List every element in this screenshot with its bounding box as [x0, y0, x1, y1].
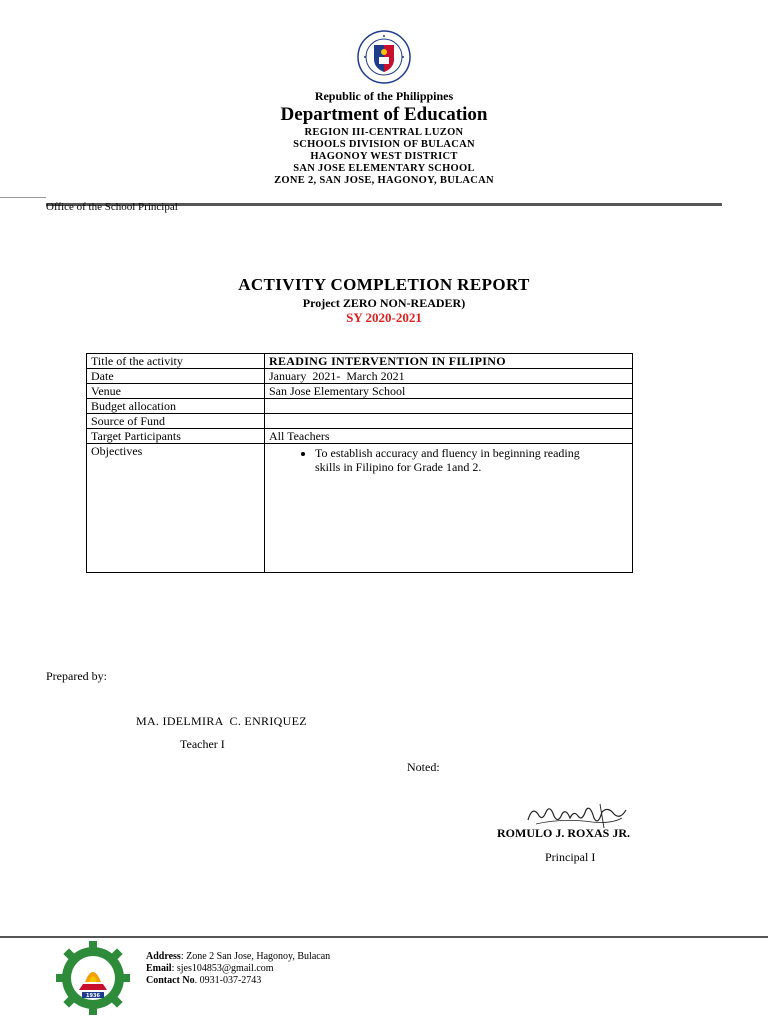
address-line-school: SAN JOSE ELEMENTARY SCHOOL [293, 163, 475, 174]
footer-email [146, 963, 330, 975]
logo-year: 1936 [86, 993, 100, 999]
principal-name: ROMULO J. ROXAS JR. [497, 826, 631, 840]
header-rule-short [0, 197, 46, 198]
address-block [0, 127, 768, 187]
row-label-objectives: Objectives [87, 444, 265, 573]
table-row [87, 384, 633, 399]
row-label-fund: Source of Fund [87, 414, 265, 429]
school-year: SY 2020-2021 [346, 310, 422, 325]
email-label: Email [146, 963, 172, 974]
footer-rule [0, 936, 768, 938]
objectives-list [269, 446, 628, 474]
row-value-participants: All Teachers [265, 429, 633, 444]
row-value-fund [265, 414, 633, 429]
activity-info-table [86, 353, 633, 573]
address-line-district: HAGONOY WEST DISTRICT [310, 151, 458, 162]
prepared-by-label: Prepared by: [46, 669, 107, 683]
row-value-venue: San Jose Elementary School [265, 384, 633, 399]
address-line-division: SCHOOLS DIVISION OF BULACAN [293, 139, 475, 150]
office-label: Office of the School Principal [46, 201, 178, 213]
address-line-region: REGION III-CENTRAL LUZON [304, 127, 464, 138]
report-title: ACTIVITY COMPLETION REPORT [238, 275, 530, 294]
table-row [87, 354, 633, 369]
address-label: Address [146, 951, 181, 962]
row-value-budget [265, 399, 633, 414]
footer-contact [146, 951, 330, 987]
footer-address [146, 951, 330, 963]
department-heading: Department of Education [280, 104, 488, 125]
row-value-date: January 2021- March 2021 [265, 369, 633, 384]
table-row [87, 429, 633, 444]
footer-contact-no [146, 975, 330, 987]
row-label-budget: Budget allocation [87, 399, 265, 414]
table-row [87, 414, 633, 429]
table-row [87, 399, 633, 414]
republic-heading: Republic of the Philippines [314, 89, 454, 103]
contact-value: . 0931-037-2743 [194, 975, 262, 986]
noted-label: Noted: [407, 760, 440, 774]
contact-label: Contact No [146, 975, 195, 986]
address-line-zone: ZONE 2, SAN JOSE, HAGONOY, BULACAN [274, 175, 494, 186]
principal-position: Principal I [545, 850, 596, 864]
table-row [87, 369, 633, 384]
row-label-participants: Target Participants [87, 429, 265, 444]
deped-seal-logo [357, 30, 411, 84]
email-value: : sjes104853@gmail.com [171, 963, 274, 974]
objective-item: • To establish accuracy and fluency in beginning reading skills in Filipino for Grade 1and 2. [315, 446, 628, 474]
row-label-title: Title of the activity [87, 354, 265, 369]
project-name: Project ZERO NON-READER) [302, 296, 466, 310]
table-row-objectives [87, 444, 633, 573]
row-label-date: Date [87, 369, 265, 384]
row-value-objectives [265, 444, 633, 573]
address-value: : Zone 2 San Jose, Hagonoy, Bulacan [180, 951, 331, 962]
preparer-name: MA. IDELMIRA C. ENRIQUEZ [136, 714, 307, 728]
row-value-title: READING INTERVENTION IN FILIPINO [265, 354, 633, 369]
school-logo [55, 940, 131, 1016]
preparer-position: Teacher I [180, 737, 225, 751]
row-label-venue: Venue [87, 384, 265, 399]
